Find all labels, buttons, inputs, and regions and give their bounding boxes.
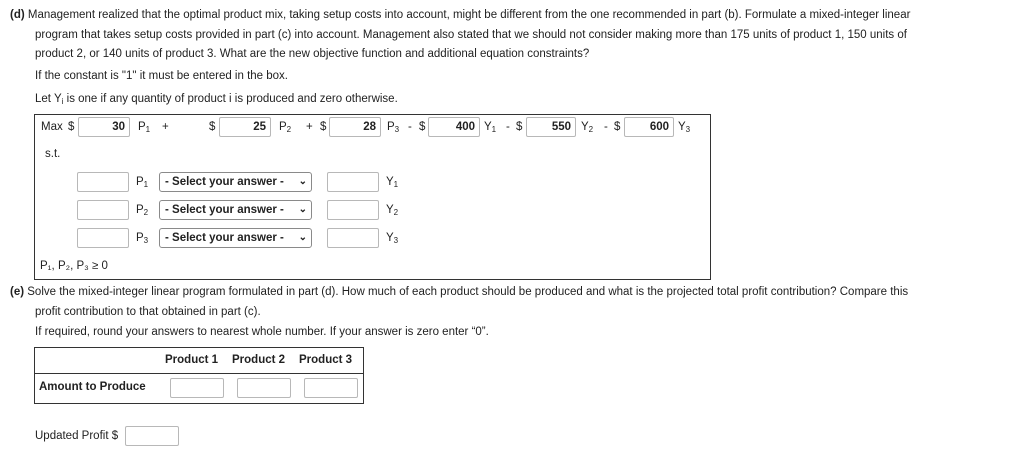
- binary-definition: Let $Y_i$ is one if any quantity of product i is produced and zero otherwise.: [35, 93, 398, 106]
- part-d-label: (d): [10, 9, 25, 21]
- p1-coefficient-field[interactable]: 30: [78, 117, 130, 137]
- y1-variable: $Y_1$: [484, 121, 497, 134]
- constraint-3-relation-select[interactable]: - Select your answer - ⌄: [159, 228, 312, 248]
- part-d-line-3: product 2, or 140 units of product 3. What are the new objective function and additional equation constraints?: [35, 48, 590, 60]
- p1-variable: $P_1$: [136, 176, 149, 189]
- p2-variable: $P_2$: [279, 121, 292, 134]
- y2-variable: $Y_2$: [386, 204, 399, 217]
- y1-variable: $Y_1$: [386, 176, 399, 189]
- constant-note: If the constant is "1" it must be entered in the box.: [35, 70, 288, 82]
- y3-coefficient-field[interactable]: 600: [624, 117, 674, 137]
- p2-variable: $P_2$: [136, 204, 149, 217]
- constraint-3-lhs-field[interactable]: [77, 228, 129, 248]
- part-d-line-2: program that takes setup costs provided in part (c) into account. Management also stated that we should not consider making more than 175 units of product 1, 150 units of: [35, 28, 907, 41]
- constraint-1-relation-select[interactable]: - Select your answer - ⌄: [159, 172, 312, 192]
- part-e-label: (e): [10, 286, 25, 298]
- results-table-divider: [34, 373, 364, 374]
- max-label: Max: [41, 121, 63, 133]
- part-e-line-1: (e) Solve the mixed-integer linear program formulated in part (d). How much of each product should be produced and what is the projected total profit contribution? Compare this: [10, 286, 909, 298]
- part-e-question: [10, 283, 908, 322]
- p3-variable: $P_3$: [136, 232, 149, 245]
- nonnegativity-constraint: P₁, P₂, P₃ ≥ 0: [40, 260, 108, 272]
- y1-coefficient-field[interactable]: 400: [428, 117, 480, 137]
- part-e-line-2: profit contribution to that obtained in part (c).: [35, 305, 261, 318]
- dollar-sign: $: [516, 121, 523, 133]
- chevron-down-icon: ⌄: [298, 232, 307, 243]
- minus-sign: -: [604, 121, 608, 133]
- p3-variable: $P_3$: [387, 121, 400, 134]
- plus-sign: +: [162, 121, 169, 133]
- part-d-question: [10, 6, 910, 65]
- column-header-product-3: Product 3: [299, 354, 353, 366]
- dollar-sign: $: [68, 121, 75, 133]
- model-box: [34, 114, 711, 280]
- amount-product-2-field[interactable]: [237, 378, 291, 398]
- constraint-1-rhs-field[interactable]: [327, 172, 379, 192]
- constraint-3-rhs-field[interactable]: [327, 228, 379, 248]
- p1-variable: $P_1$: [138, 121, 151, 134]
- constraint-1-lhs-field[interactable]: [77, 172, 129, 192]
- p3-coefficient-field[interactable]: 28: [329, 117, 381, 137]
- column-header-product-1: Product 1: [165, 354, 219, 366]
- st-label: s.t.: [45, 148, 61, 160]
- y3-variable: $Y_3$: [386, 232, 399, 245]
- dollar-sign: $: [320, 121, 327, 133]
- row-label-amount-to-produce: Amount to Produce: [39, 381, 146, 393]
- constraint-2-relation-select[interactable]: - Select your answer - ⌄: [159, 200, 312, 220]
- p2-coefficient-field[interactable]: 25: [219, 117, 271, 137]
- minus-sign: -: [408, 121, 412, 133]
- updated-profit-label: Updated Profit $: [35, 430, 119, 442]
- part-d-line-1: (d) Management realized that the optimal product mix, taking setup costs into account, might be different from the one recommended in part (b). Formulate a mixed-integer linear: [10, 9, 911, 21]
- dollar-sign: $: [419, 121, 426, 133]
- amount-product-1-field[interactable]: [170, 378, 224, 398]
- y3-variable: $Y_3$: [678, 121, 691, 134]
- y2-coefficient-field[interactable]: 550: [526, 117, 576, 137]
- updated-profit-field[interactable]: [125, 426, 179, 446]
- dollar-sign: $: [614, 121, 621, 133]
- amount-product-3-field[interactable]: [304, 378, 358, 398]
- y2-variable: $Y_2$: [581, 121, 594, 134]
- rounding-note: If required, round your answers to nearest whole number. If your answer is zero enter “0”.: [35, 326, 489, 338]
- plus-sign: +: [306, 121, 313, 133]
- chevron-down-icon: ⌄: [298, 176, 307, 187]
- constraint-2-rhs-field[interactable]: [327, 200, 379, 220]
- constraint-2-lhs-field[interactable]: [77, 200, 129, 220]
- column-header-product-2: Product 2: [232, 354, 286, 366]
- chevron-down-icon: ⌄: [298, 204, 307, 215]
- dollar-sign: $: [209, 121, 216, 133]
- minus-sign: -: [506, 121, 510, 133]
